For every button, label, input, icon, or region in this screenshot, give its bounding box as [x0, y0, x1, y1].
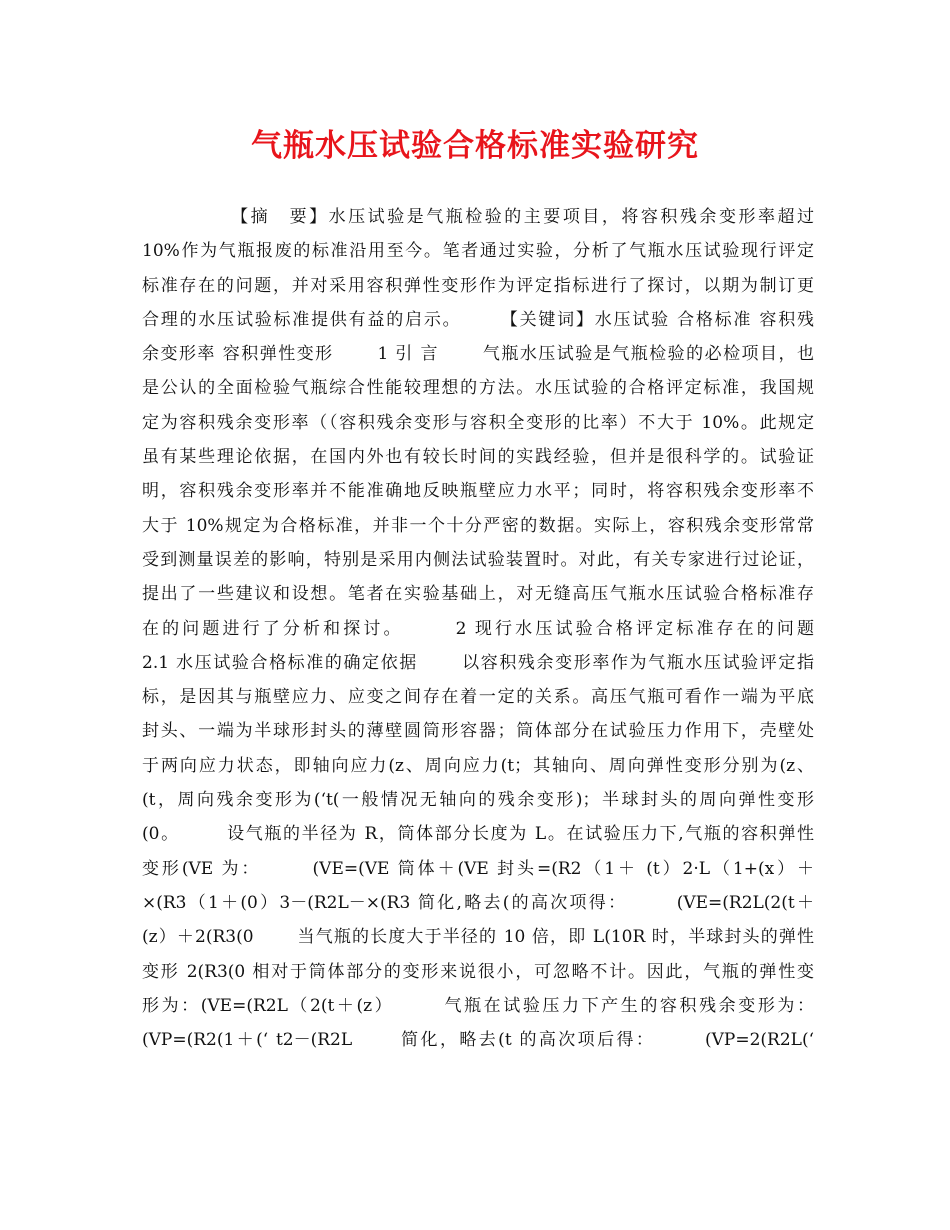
- document-body: [142, 200, 814, 1057]
- body-line: 余变形率 容积弹性变形 1 引 言 气瓶水压试验是气瓶检验的必检项目，也: [142, 344, 814, 365]
- body-line: 形为：(VE=(R2L（2(t＋(z） 气瓶在试验压力下产生的容积残余变形为：: [142, 995, 814, 1016]
- body-line: 变形(VE 为： (VE=(VE 筒体＋(VE 封头=(R2（1＋ (t）2·L（1+(x）＋: [142, 858, 814, 879]
- body-line: 标准存在的问题，并对采用容积弹性变形作为评定指标进行了探讨，以期为制订更: [142, 275, 814, 296]
- body-line: 合理的水压试验标准提供有益的启示。 【关键词】水压试验 合格标准 容积残: [142, 309, 814, 330]
- body-line: 2.1 水压试验合格标准的确定依据 以容积残余变形率作为气瓶水压试验评定指: [142, 652, 814, 673]
- body-line: 【摘 要】水压试验是气瓶检验的主要项目，将容积残余变形率超过: [142, 207, 814, 227]
- body-line: 封头、一端为半球形封头的薄壁圆筒形容器；筒体部分在试验压力作用下，壳壁处: [142, 721, 814, 742]
- body-line: 10%作为气瓶报废的标准沿用至今。笔者通过实验，分析了气瓶水压试验现行评定: [142, 241, 814, 262]
- body-line: 于两向应力状态，即轴向应力(z、周向应力(t；其轴向、周向弹性变形分别为(z、: [142, 755, 814, 776]
- body-line: (t，周向残余变形为(‘t(一般情况无轴向的残余变形)；半球封头的周向弹性变形: [142, 790, 814, 811]
- body-line: 标，是因其与瓶壁应力、应变之间存在着一定的关系。高压气瓶可看作一端为平底: [142, 687, 814, 708]
- body-line: 变形 2(R3(0 相对于筒体部分的变形来说很小，可忽略不计。因此，气瓶的弹性变: [142, 961, 814, 982]
- body-line: 提出了一些建议和设想。笔者在实验基础上，对无缝高压气瓶水压试验合格标准存: [142, 584, 814, 605]
- body-line: 虽有某些理论依据，在国内外也有较长时间的实践经验，但并是很科学的。试验证: [142, 447, 814, 468]
- body-line: 明，容积残余变形率并不能准确地反映瓶壁应力水平；同时，将容积残余变形率不: [142, 481, 814, 502]
- body-line: (VP=(R2(1＋(‘ t2－(R2L 简化，略去(t 的高次项后得： (VP=2(R2L(‘: [142, 1030, 814, 1051]
- body-line: ×(R3（1＋(0）3－(R2L－×(R3 简化,略去(的高次项得： (VE=(R2L(2(t＋: [142, 892, 814, 913]
- body-line: (z）＋2(R3(0 当气瓶的长度大于半径的 10 倍，即 L(10R 时，半球封头的弹性: [142, 927, 814, 948]
- body-line: 受到测量误差的影响，特别是采用内侧法试验装置时。对此，有关专家进行过论证，: [142, 549, 814, 570]
- body-line: (0。 设气瓶的半径为 R，筒体部分长度为 L。在试验压力下,气瓶的容积弹性: [142, 824, 814, 845]
- body-line: 是公认的全面检验气瓶综合性能较理想的方法。水压试验的合格评定标准，我国规: [142, 378, 814, 399]
- body-line: 定为容积残余变形率（（容积残余变形与容积全变形的比率）不大于 10%。此规定: [142, 412, 814, 433]
- document-title: 气瓶水压试验合格标准实验研究: [251, 128, 699, 164]
- body-line: 大于 10%规定为合格标准，并非一个十分严密的数据。实际上，容积残余变形常常: [142, 515, 814, 536]
- body-line: 在的问题进行了分析和探讨。 2 现行水压试验合格评定标准存在的问题: [142, 618, 814, 639]
